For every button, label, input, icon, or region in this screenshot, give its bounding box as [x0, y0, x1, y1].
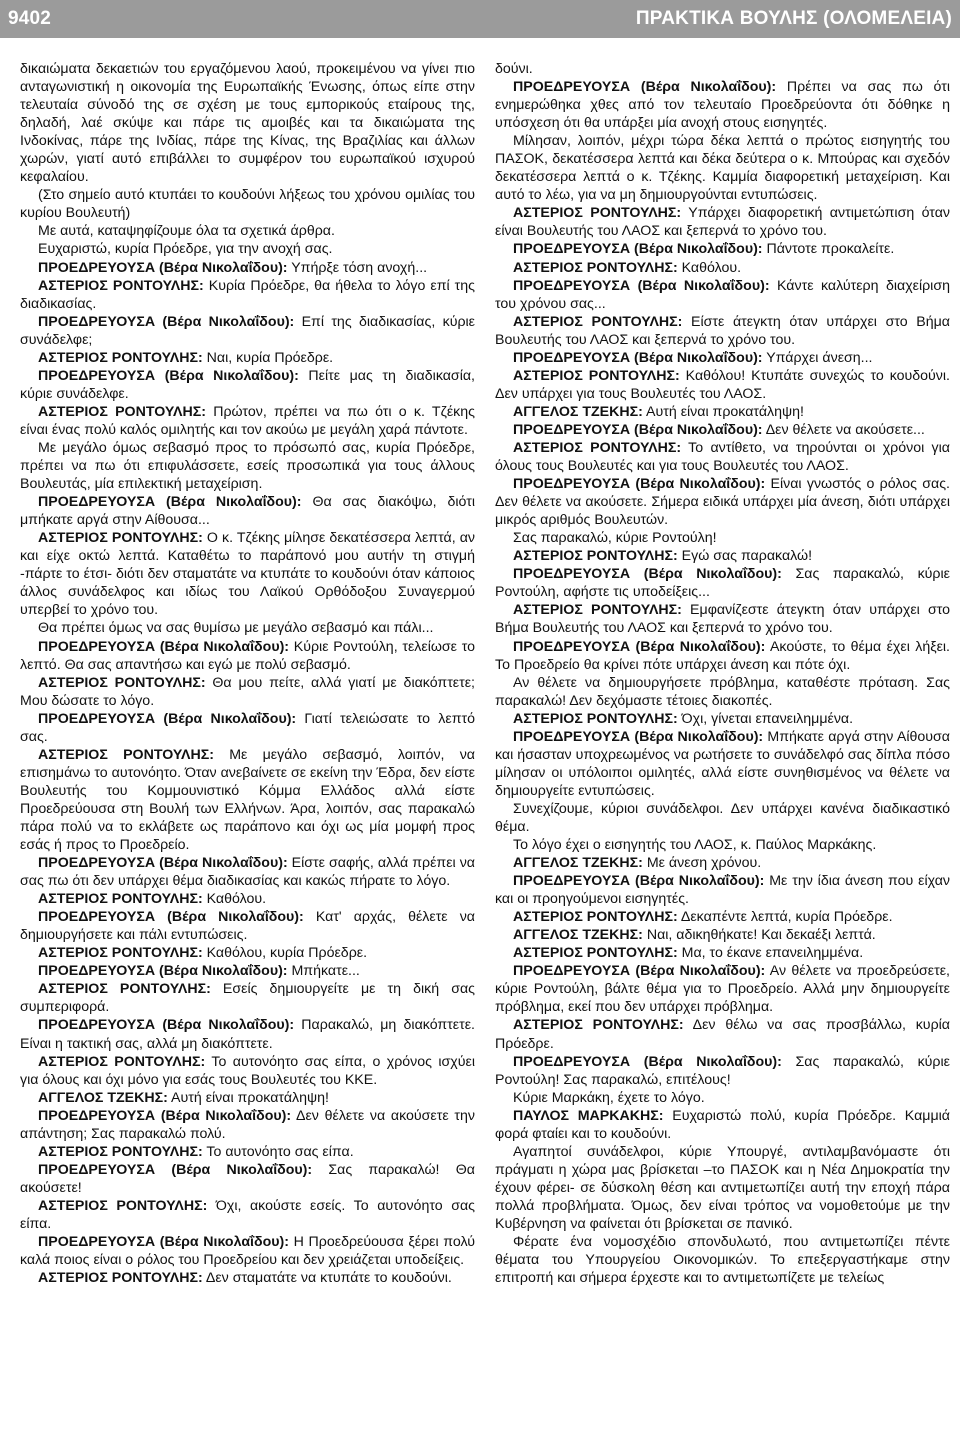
- text-paragraph: [20, 439, 475, 493]
- speech-paragraph: [20, 277, 475, 313]
- speaker-name: ΑΣΤΕΡΙΟΣ ΡΟΝΤΟΥΛΗΣ:: [38, 349, 203, 366]
- speaker-name: ΠΡΟΕΔΡΕΥΟΥΣΑ (Βέρα Νικολαΐδου):: [38, 1234, 289, 1251]
- speaker-name: ΠΡΟΕΔΡΕΥΟΥΣΑ (Βέρα Νικολαΐδου):: [513, 638, 766, 655]
- paragraph-text: Θα μου πείτε, αλλά γιατί με διακόπτετε; Μου δώσατε το λόγο.: [20, 674, 475, 709]
- speech-paragraph: [495, 872, 950, 908]
- paragraph-text: Θα σας διακόψω, διότι μπήκατε αργά στην Αίθουσα...: [20, 494, 475, 529]
- paragraph-text: Καθόλου, κυρία Πρόεδρε.: [202, 945, 368, 962]
- speech-paragraph: [495, 926, 950, 944]
- speech-paragraph: [495, 908, 950, 926]
- speaker-name: ΑΓΓΕΛΟΣ ΤΖΕΚΗΣ:: [38, 1089, 168, 1106]
- page-header: [0, 0, 960, 38]
- paragraph-text: Δεν θέλω να σας προσβάλλω, κυρία Πρόεδρε.: [495, 1017, 950, 1052]
- paragraph-text: Είστε άτεγκτη όταν υπάρχει στο Βήμα Βουλευτής του ΛΑΟΣ και ξεπερνά το χρόνο του.: [495, 313, 950, 348]
- speaker-name: ΠΡΟΕΔΡΕΥΟΥΣΑ (Βέρα Νικολαΐδου):: [513, 277, 770, 294]
- speech-paragraph: [495, 728, 950, 800]
- speaker-name: ΑΓΓΕΛΟΣ ΤΖΕΚΗΣ:: [513, 855, 643, 872]
- text-paragraph: [20, 240, 475, 258]
- paragraph-text: Πρώτον, πρέπει να πω ότι ο κ. Τζέκης είναι ένας πολύ καλός ομιλητής και τον ακούω με μεγάλη χαρά πάντοτε.: [20, 403, 475, 438]
- paragraph-text: Πάντοτε προκαλείτε.: [762, 241, 895, 258]
- speech-paragraph: [20, 1053, 475, 1089]
- speech-paragraph: [495, 313, 950, 349]
- speech-paragraph: [495, 962, 950, 1016]
- paragraph-text: Σας παρακαλώ, κύριε Ροντούλη, αφήστε τις υποδείξεις...: [495, 566, 950, 601]
- paragraph-text: Σας παρακαλώ, κύριε Ροντούλη!: [513, 530, 717, 547]
- speaker-name: ΑΣΤΕΡΙΟΣ ΡΟΝΤΟΥΛΗΣ:: [513, 259, 678, 276]
- speaker-name: ΑΣΤΕΡΙΟΣ ΡΟΝΤΟΥΛΗΣ:: [513, 909, 678, 926]
- paragraph-text: Κάντε καλύτερη διαχείριση του χρόνου σας...: [495, 277, 950, 312]
- speech-paragraph: [20, 259, 475, 277]
- speech-paragraph: [20, 944, 475, 962]
- speaker-name: ΑΣΤΕΡΙΟΣ ΡΟΝΤΟΥΛΗΣ:: [38, 277, 204, 294]
- paragraph-text: Δεν σταματάτε να κτυπάτε το κουδούνι.: [202, 1270, 452, 1287]
- speech-paragraph: [20, 1016, 475, 1052]
- paragraph-text: Μίλησαν, λοιπόν, μέχρι τώρα δέκα λεπτά ο πρώτος εισηγητής του ΠΑΣΟΚ, δεκατέσσερα λεπτά και δέκα δεύτερα ο κ. Μπούρας και σχεδόν δεκατέσσερα λεπτά ο κ. Τζέκης. Καμμία διαφορετική μεταχείριση. Και αυτό το λέω, για να μη δημιουργούνται εντυπώσεις.: [495, 133, 950, 204]
- paragraph-text: Εγώ σας παρακαλώ!: [677, 548, 813, 565]
- speaker-name: ΠΡΟΕΔΡΕΥΟΥΣΑ (Βέρα Νικολαΐδου):: [513, 476, 766, 493]
- speaker-name: ΠΡΟΕΔΡΕΥΟΥΣΑ (Βέρα Νικολαΐδου):: [513, 963, 766, 980]
- paragraph-text: Ο κ. Τζέκης μίλησε δεκατέσσερα λεπτά, αν και είχε οκτώ λεπτά. Καταθέτω το παράπονό μου αυτήν τη στιγμή -πάρτε το έτσι- διότι δεν σταματάτε να κτυπάτε το κουδούνι όταν κάποιος άλλος συνάδελφος και ιδίως του Λαϊκού Ορθόδοξου Συναγερμού υπερβεί το χρόνο του.: [20, 530, 475, 619]
- speech-paragraph: [20, 493, 475, 529]
- paragraph-text: Με την ίδια άνεση που είχαν και οι προηγούμενοι εισηγητές.: [495, 873, 950, 908]
- paragraph-text: Αν θέλετε να προεδρεύσετε, κύριε Ροντούλη, βάλτε θέμα για το Προεδρείο. Αλλά μην δημιουργείτε πρόβλημα, εκεί που δεν υπάρχει πρόβλημα.: [495, 963, 950, 1016]
- speaker-name: ΑΣΤΕΡΙΟΣ ΡΟΝΤΟΥΛΗΣ:: [38, 1053, 206, 1070]
- speaker-name: ΠΡΟΕΔΡΕΥΟΥΣΑ (Βέρα Νικολαΐδου):: [38, 1107, 292, 1124]
- speech-paragraph: [20, 367, 475, 403]
- paragraph-text: Πρέπει να σας πω ότι ενημερώθηκα χθες από τον τελευταίο Προεδρεύοντα ότι δόθηκε η υπόσχεση ότι θα υπάρξει μία ανοχή στους εισηγητές.: [495, 79, 950, 132]
- paragraph-text: Δεκαπέντε λεπτά, κυρία Πρόεδρε.: [677, 909, 893, 926]
- paragraph-text: Είναι γνωστός ο ρόλος σας. Δεν θέλετε να ακούσετε. Σήμερα ειδικά υπάρχει μία άνεση, διότι υπάρχει μικρός αριθμός Βουλευτών.: [495, 476, 950, 529]
- paragraph-text: Σας παρακαλώ, κύριε Ροντούλη! Σας παρακαλώ, επιτέλους!: [495, 1053, 950, 1088]
- speaker-name: ΠΡΟΕΔΡΕΥΟΥΣΑ (Βέρα Νικολαΐδου):: [513, 79, 777, 96]
- paragraph-text: Με μεγάλο όμως σεβασμό προς το πρόσωπό σας, κυρία Πρόεδρε, πρέπει να πω ότι επιφυλάσσετε, εσείς προσωπικά για τους άλλους Βουλευτάς, μία επιλεκτική μεταχείριση.: [20, 439, 475, 493]
- speaker-name: ΠΡΟΕΔΡΕΥΟΥΣΑ (Βέρα Νικολαΐδου):: [38, 710, 297, 727]
- page-number: 9402: [8, 8, 52, 29]
- speaker-name: ΠΡΟΕΔΡΕΥΟΥΣΑ (Βέρα Νικολαΐδου):: [38, 313, 295, 330]
- text-paragraph: [20, 222, 475, 240]
- speech-paragraph: [495, 710, 950, 728]
- speech-paragraph: [495, 638, 950, 674]
- speaker-name: ΑΣΤΕΡΙΟΣ ΡΟΝΤΟΥΛΗΣ:: [513, 205, 682, 222]
- speech-paragraph: [20, 962, 475, 980]
- speech-paragraph: [20, 313, 475, 349]
- speaker-name: ΑΣΤΕΡΙΟΣ ΡΟΝΤΟΥΛΗΣ:: [38, 981, 211, 998]
- speaker-name: ΑΣΤΕΡΙΟΣ ΡΟΝΤΟΥΛΗΣ:: [513, 1017, 684, 1034]
- paragraph-text: Υπάρχει άνεση...: [762, 349, 873, 366]
- paragraph-text: Καθόλου.: [202, 891, 267, 908]
- speaker-name: ΑΣΤΕΡΙΟΣ ΡΟΝΤΟΥΛΗΣ:: [38, 674, 206, 691]
- text-paragraph: [495, 836, 950, 854]
- speech-paragraph: [20, 529, 475, 619]
- paragraph-text: Με αυτά, καταψηφίζουμε όλα τα σχετικά άρθρα.: [38, 223, 335, 240]
- speaker-name: ΠΡΟΕΔΡΕΥΟΥΣΑ (Βέρα Νικολαΐδου):: [38, 855, 288, 872]
- speech-paragraph: [20, 1089, 475, 1107]
- paragraph-text: Ακούστε, το θέμα έχει λήξει. Το Προεδρείο θα κρίνει πότε υπάρχει άνεση και πότε όχι.: [495, 638, 950, 673]
- paragraph-text: Κυρία Πρόεδρε, θα ήθελα το λόγο επί της διαδικασίας.: [20, 277, 475, 312]
- speech-paragraph: [20, 638, 475, 674]
- paragraph-text: Κύριε Ροντούλη, τελείωσε το λεπτό. Θα σας απαντήσω και εγώ με πολύ σεβασμό.: [20, 638, 475, 673]
- speaker-name: ΠΡΟΕΔΡΕΥΟΥΣΑ (Βέρα Νικολαΐδου):: [513, 566, 782, 583]
- speech-paragraph: [20, 980, 475, 1016]
- right-text-column: [495, 60, 950, 1436]
- text-paragraph: [495, 132, 950, 204]
- paragraph-text: δούνι.: [495, 61, 533, 77]
- paragraph-text: Όχι, ακούστε εσείς. Το αυτονόητο σας είπα.: [20, 1197, 475, 1232]
- speaker-name: ΠΡΟΕΔΡΕΥΟΥΣΑ (Βέρα Νικολαΐδου):: [513, 421, 763, 438]
- speech-paragraph: [495, 240, 950, 258]
- speech-paragraph: [495, 944, 950, 962]
- paragraph-text: Ευχαριστώ πολύ, κυρία Πρόεδρε. Καμμιά φορά φταίει και το κουδούνι.: [495, 1107, 950, 1142]
- speech-paragraph: [495, 78, 950, 132]
- speech-paragraph: [495, 1053, 950, 1089]
- speaker-name: ΑΣΤΕΡΙΟΣ ΡΟΝΤΟΥΛΗΣ:: [513, 313, 683, 330]
- text-paragraph: [495, 800, 950, 836]
- text-paragraph: [20, 619, 475, 637]
- speaker-name: ΑΓΓΕΛΟΣ ΤΖΕΚΗΣ:: [513, 927, 643, 944]
- speech-paragraph: [20, 403, 475, 439]
- speaker-name: ΠΡΟΕΔΡΕΥΟΥΣΑ (Βέρα Νικολαΐδου):: [38, 1161, 313, 1178]
- speech-paragraph: [20, 710, 475, 746]
- paragraph-text: Παρακαλώ, μη διακόπτετε. Είναι η τακτική σας, αλλά μη διακόπτετε.: [20, 1017, 475, 1052]
- text-paragraph: [495, 1143, 950, 1233]
- speaker-name: ΠΡΟΕΔΡΕΥΟΥΣΑ (Βέρα Νικολαΐδου):: [513, 873, 765, 890]
- paragraph-text: Υπήρξε τόση ανοχή...: [287, 259, 428, 276]
- paragraph-text: (Στο σημείο αυτό κτυπάει το κουδούνι λήξεως του χρόνου ομιλίας του κυρίου Βουλευτή): [20, 187, 475, 222]
- paragraph-text: Με μεγάλο σεβασμό, λοιπόν, να επισημάνω το αυτονόητο. Όταν ανεβαίνετε σε εκείνη την Έδρα, δεν είστε Βουλευτής του Κομμουνιστικό Κόμμα Ελλάδος αλλά είστε Προεδρεύουσα στη Βουλή των Ελλήνων. Άρα, λοιπόν, σας παρακαλώ πάρα πολύ να το εκλάβετε ως παράπονο και όχι ως μία μομφή προς εσάς ή προς το Προεδρείο.: [20, 746, 475, 854]
- paragraph-text: δικαιώματα δεκαετιών του εργαζόμενου λαού, προκειμένου να γίνει πιο ανταγωνιστική η οικονομία της Ευρωπαϊκής Ένωσης, όπως είπε στην τελευταία σύνοδό της σε σχέση με τους εμπορικούς εταίρους της, δηλαδή, λαέ σκύψε και πάρε τις αμοιβές και τα δικαιώματα της Ινδοκίνας, πάρε της Ινδίας, πάρε της Κίνας, της Βραζιλίας και άλλων χωρών, γιατί αυτό επιβάλλει το συμφέρον του ευρωπαϊκού ισχυρού κεφαλαίου.: [20, 61, 475, 186]
- speech-paragraph: [495, 601, 950, 637]
- speech-paragraph: [20, 854, 475, 890]
- speaker-name: ΠΡΟΕΔΡΕΥΟΥΣΑ (Βέρα Νικολαΐδου):: [38, 1017, 295, 1034]
- paragraph-text: Ευχαριστώ, κυρία Πρόεδρε, για την ανοχή σας.: [38, 241, 333, 258]
- paragraph-text: Θα πρέπει όμως να σας θυμίσω με μεγάλο σεβασμό και πάλι...: [38, 620, 434, 637]
- paragraph-text: Κατ' αρχάς, θέλετε να δημιουργήσετε και πάλι εντυπώσεις.: [20, 909, 475, 944]
- speaker-name: ΑΣΤΕΡΙΟΣ ΡΟΝΤΟΥΛΗΣ:: [513, 548, 678, 565]
- speech-paragraph: [20, 1233, 475, 1269]
- paragraph-text: Επί της διαδικασίας, κύριε συνάδελφε;: [20, 313, 475, 348]
- speaker-name: ΠΑΥΛΟΣ ΜΑΡΚΑΚΗΣ:: [513, 1107, 664, 1124]
- paragraph-text: Με άνεση χρόνου.: [642, 855, 762, 872]
- paragraph-text: Η Προεδρεύουσα ξέρει πολύ καλά ποιος είναι ο ρόλος του Προεδρείου και δεν χρειάζεται υποδείξεις.: [20, 1234, 475, 1269]
- speaker-name: ΠΡΟΕΔΡΕΥΟΥΣΑ (Βέρα Νικολαΐδου):: [38, 494, 302, 511]
- paragraph-text: Εμφανίζεστε άτεγκτη όταν υπάρχει στο Βήμα Βουλευτής του ΛΑΟΣ και ξεπερνά το χρόνο του.: [495, 602, 950, 637]
- text-paragraph: [495, 1233, 950, 1287]
- speech-paragraph: [495, 349, 950, 367]
- speaker-name: ΠΡΟΕΔΡΕΥΟΥΣΑ (Βέρα Νικολαΐδου):: [38, 963, 288, 980]
- speech-paragraph: [20, 908, 475, 944]
- speaker-name: ΑΣΤΕΡΙΟΣ ΡΟΝΤΟΥΛΗΣ:: [38, 403, 206, 420]
- speech-paragraph: [495, 1016, 950, 1052]
- paragraph-text: Φέρατε ένα νομοσχέδιο σπονδυλωτό, που αντιμετωπίζει πέντε θέματα του Υπουργείου Οικονομικών. Το επεξεργαστήκαμε στην επιτροπή και σήμερα έρχεστε και το αντιμετωπίζετε με τελείως: [495, 1234, 950, 1287]
- paragraph-text: Μα, το έκανε επανειλημμένα.: [677, 945, 864, 962]
- speech-paragraph: [495, 475, 950, 529]
- speaker-name: ΠΡΟΕΔΡΕΥΟΥΣΑ (Βέρα Νικολαΐδου):: [38, 909, 304, 926]
- paragraph-text: Δεν θέλετε να ακούσετε...: [762, 421, 925, 438]
- speaker-name: ΠΡΟΕΔΡΕΥΟΥΣΑ (Βέρα Νικολαΐδου):: [38, 367, 299, 384]
- speech-paragraph: [495, 277, 950, 313]
- speaker-name: ΠΡΟΕΔΡΕΥΟΥΣΑ (Βέρα Νικολαΐδου):: [513, 241, 763, 258]
- speech-paragraph: [20, 1107, 475, 1143]
- speaker-name: ΑΣΤΕΡΙΟΣ ΡΟΝΤΟΥΛΗΣ:: [513, 602, 682, 619]
- paragraph-text: Αγαπητοί συνάδελφοι, κύριε Υπουργέ, αντιλαμβανόμαστε ότι πράγματι η χώρα μας βρίσκεται –το ΠΑΣΟΚ και η Νέα Δημοκρατία την έχουν φέρει- σε δύσκολη θέση και αντιμετωπίζει αυτή την εποχή πάρα πολλά προβλήματα. Όμως, δεν είναι τρόπος να νομοθετούμε με την Κυβέρνηση να φαίνεται ότι βρίσκεται σε πανικό.: [495, 1143, 950, 1232]
- text-paragraph: [20, 186, 475, 222]
- speaker-name: ΠΡΟΕΔΡΕΥΟΥΣΑ (Βέρα Νικολαΐδου):: [38, 638, 290, 655]
- speech-paragraph: [20, 890, 475, 908]
- paragraph-text: Σας παρακαλώ! Θα ακούσετε!: [20, 1161, 475, 1196]
- paragraph-text: Πείτε μας τη διαδικασία, κύριε συνάδελφε.: [20, 367, 475, 402]
- speech-paragraph: [495, 547, 950, 565]
- text-paragraph: [495, 529, 950, 547]
- speaker-name: ΑΣΤΕΡΙΟΣ ΡΟΝΤΟΥΛΗΣ:: [38, 945, 203, 962]
- speech-paragraph: [495, 565, 950, 601]
- speaker-name: ΠΡΟΕΔΡΕΥΟΥΣΑ (Βέρα Νικολαΐδου):: [513, 349, 763, 366]
- paragraph-text: Αν θέλετε να δημιουργήσετε πρόβλημα, καταθέστε πρόταση. Σας παρακαλώ! Δεν δεχόμαστε τέτοιες διακοπές.: [495, 674, 950, 709]
- speaker-name: ΑΣΤΕΡΙΟΣ ΡΟΝΤΟΥΛΗΣ:: [38, 1197, 208, 1214]
- speech-paragraph: [20, 1161, 475, 1197]
- speech-paragraph: [495, 854, 950, 872]
- speech-paragraph: [20, 674, 475, 710]
- paragraph-text: Το αντίθετο, να τηρούνται οι χρόνοι για όλους τους Βουλευτές και για τους Βουλευτές του ΛΑΟΣ.: [495, 439, 950, 475]
- speaker-name: ΑΓΓΕΛΟΣ ΤΖΕΚΗΣ:: [513, 403, 643, 420]
- speaker-name: ΑΣΤΕΡΙΟΣ ΡΟΝΤΟΥΛΗΣ:: [513, 945, 678, 962]
- speaker-name: ΑΣΤΕΡΙΟΣ ΡΟΝΤΟΥΛΗΣ:: [513, 367, 680, 384]
- paragraph-text: Αυτή είναι προκατάληψη!: [642, 403, 804, 420]
- speech-paragraph: [20, 1197, 475, 1233]
- speech-paragraph: [20, 1143, 475, 1161]
- speaker-name: ΑΣΤΕΡΙΟΣ ΡΟΝΤΟΥΛΗΣ:: [38, 1270, 203, 1287]
- paragraph-text: Μπήκατε αργά στην Αίθουσα και ήσασταν υποχρεωμένος να ρωτήσετε το συνάδελφό σας δίπλα πόσο μίλησαν οι υπόλοιποι ομιλητές, αλλά είστε συνηθισμένος να θέλετε να δημιουργείτε εντυπώσεις.: [495, 728, 950, 799]
- paragraph-text: Αυτή είναι προκατάληψη!: [167, 1089, 329, 1106]
- paragraph-text: Το αυτονόητο σας είπα.: [202, 1143, 354, 1160]
- paragraph-text: Ναι, κυρία Πρόεδρε.: [202, 349, 334, 366]
- paragraph-text: Μπήκατε...: [287, 963, 360, 980]
- speaker-name: ΑΣΤΕΡΙΟΣ ΡΟΝΤΟΥΛΗΣ:: [513, 710, 678, 727]
- paragraph-text: Γιατί τελειώσατε το λεπτό σας.: [20, 710, 475, 745]
- paragraph-text: Όχι, γίνεται επανειλημμένα.: [677, 710, 854, 727]
- speech-paragraph: [20, 349, 475, 367]
- speaker-name: ΠΡΟΕΔΡΕΥΟΥΣΑ (Βέρα Νικολαΐδου):: [513, 728, 764, 745]
- paragraph-text: Δεν θέλετε να ακούσετε την απάντηση; Σας παρακαλώ πολύ.: [20, 1107, 475, 1142]
- paragraph-text: Υπάρχει διαφορετική αντιμετώπιση όταν είναι Βουλευτής του ΛΑΟΣ και ξεπερνά το χρόνο του.: [495, 205, 950, 240]
- document-title: ΠΡΑΚΤΙΚΑ ΒΟΥΛΗΣ (ΟΛΟΜΕΛΕΙΑ): [635, 8, 952, 29]
- speech-paragraph: [20, 1269, 475, 1287]
- speech-paragraph: [495, 259, 950, 277]
- paragraph-text: Καθόλου.: [677, 259, 742, 276]
- paragraph-text: Είστε σαφής, αλλά πρέπει να σας πω ότι δεν υπάρχει θέμα διαδικασίας και κακώς πήρατε το λόγο.: [20, 855, 475, 890]
- speaker-name: ΑΣΤΕΡΙΟΣ ΡΟΝΤΟΥΛΗΣ:: [38, 1143, 203, 1160]
- paragraph-text: Ναι, αδικηθήκατε! Και δεκαέξι λεπτά.: [642, 927, 876, 944]
- paragraph-text: Το αυτονόητο σας είπα, ο χρόνος ισχύει για όλους και όχι μόνο για εσάς τους Βουλευτές του ΚΚΕ.: [20, 1053, 475, 1088]
- speaker-name: ΠΡΟΕΔΡΕΥΟΥΣΑ (Βέρα Νικολαΐδου):: [38, 259, 288, 276]
- paragraph-text: Καθόλου! Κτυπάτε συνεχώς το κουδούνι. Δεν υπάρχει για τους Βουλευτές του ΛΑΟΣ.: [495, 367, 950, 402]
- paragraph-text: Εσείς δημιουργείτε με τη δική σας συμπεριφορά.: [20, 981, 475, 1016]
- speech-paragraph: [495, 403, 950, 421]
- speech-paragraph: [495, 204, 950, 240]
- speaker-name: ΑΣΤΕΡΙΟΣ ΡΟΝΤΟΥΛΗΣ:: [38, 891, 203, 908]
- paragraph-text: Συνεχίζουμε, κύριοι συνάδελφοι. Δεν υπάρχει κανένα διαδικαστικό θέμα.: [495, 800, 950, 835]
- speech-paragraph: [495, 439, 950, 475]
- paragraph-text: Το λόγο έχει ο εισηγητής του ΛΑΟΣ, κ. Παύλος Μαρκάκης.: [513, 837, 877, 854]
- text-paragraph: [495, 60, 950, 78]
- left-text-column: [20, 60, 475, 1436]
- speech-paragraph: [495, 421, 950, 439]
- speaker-name: ΑΣΤΕΡΙΟΣ ΡΟΝΤΟΥΛΗΣ:: [513, 439, 682, 456]
- speaker-name: ΠΡΟΕΔΡΕΥΟΥΣΑ (Βέρα Νικολαΐδου):: [513, 1053, 782, 1070]
- speaker-name: ΑΣΤΕΡΙΟΣ ΡΟΝΤΟΥΛΗΣ:: [38, 530, 203, 547]
- speech-paragraph: [495, 367, 950, 403]
- speech-paragraph: [20, 746, 475, 854]
- paragraph-text: Κύριε Μαρκάκη, έχετε το λόγο.: [513, 1089, 705, 1106]
- speech-paragraph: [495, 1107, 950, 1143]
- text-paragraph: [495, 674, 950, 710]
- text-paragraph: [495, 1089, 950, 1107]
- text-paragraph: [20, 60, 475, 186]
- speaker-name: ΑΣΤΕΡΙΟΣ ΡΟΝΤΟΥΛΗΣ:: [38, 746, 214, 763]
